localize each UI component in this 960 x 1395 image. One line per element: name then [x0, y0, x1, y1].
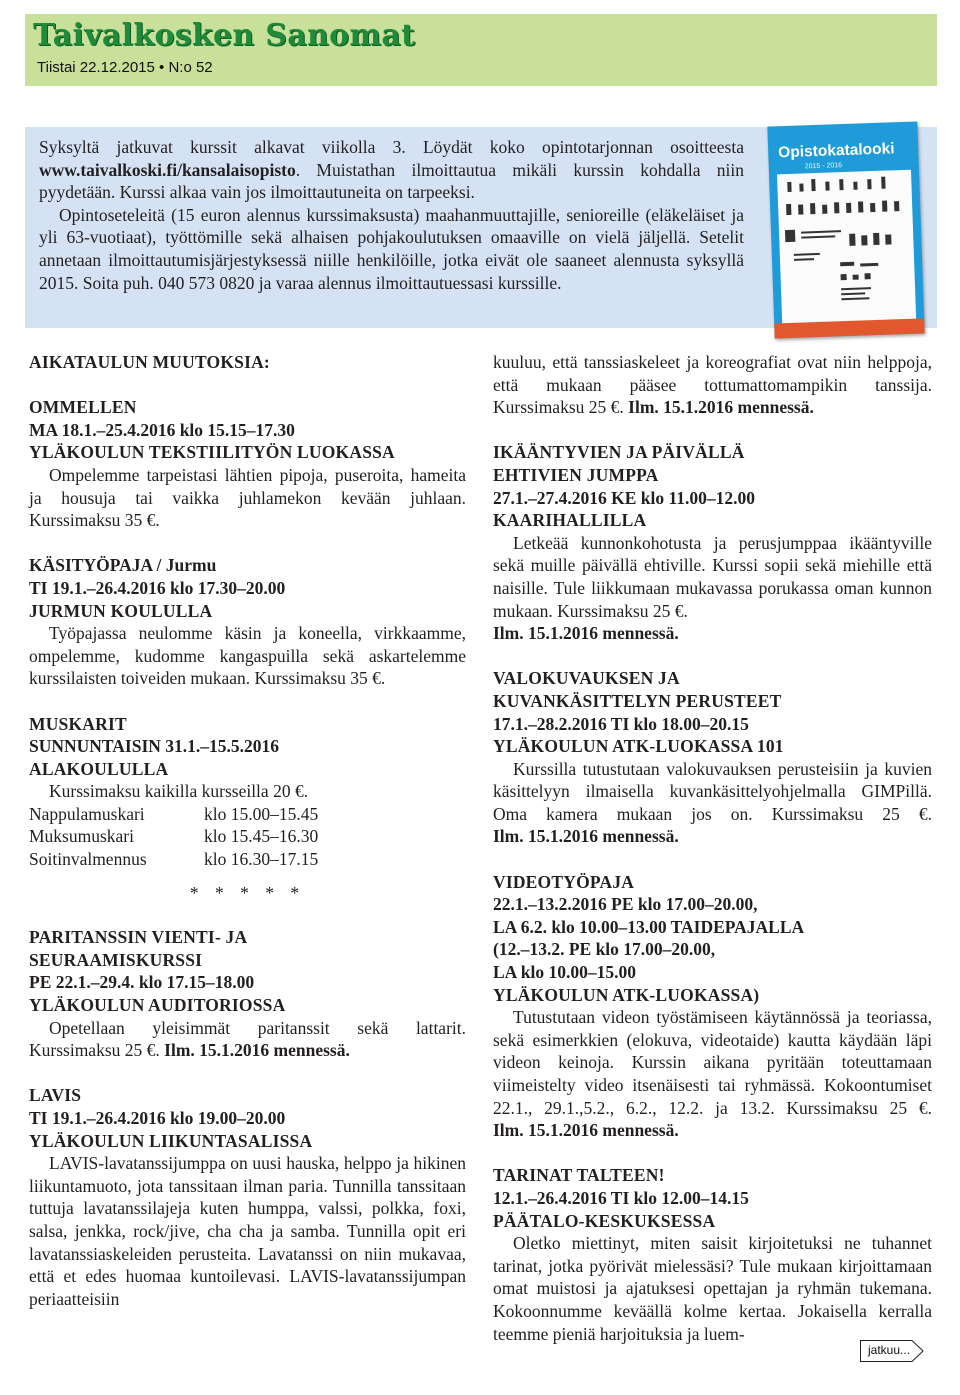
course-videotyopaja	[493, 871, 932, 1142]
course-description	[29, 1017, 466, 1062]
course-title: KÄSITYÖPAJA / Jurmu	[29, 555, 217, 576]
course-jumppa	[493, 441, 932, 644]
schedule-changes-heading: AIKATAULUN MUUTOKSIA:	[29, 352, 270, 372]
course-schedule-line-3: (12.–13.2. PE klo 17.00–20.00,	[493, 939, 716, 960]
muskari-row	[29, 825, 466, 848]
course-description	[493, 758, 932, 848]
registration-deadline: Ilm. 15.1.2016 mennessä.	[493, 1120, 679, 1141]
course-lavis-continued	[493, 351, 932, 419]
schedule-changes-section	[29, 351, 466, 374]
catalog-figures-graphic	[777, 170, 916, 325]
course-ommellen	[29, 396, 466, 532]
course-schedule: 12.1.–26.4.2016 TI klo 12.00–14.15	[493, 1187, 749, 1208]
muskari-time: klo 16.30–17.15	[204, 849, 319, 870]
registration-deadline: Ilm. 15.1.2016 mennessä.	[493, 623, 679, 644]
continue-arrow-button[interactable]	[860, 1340, 924, 1362]
registration-deadline: Ilm. 15.1.2016 mennessä.	[628, 397, 814, 418]
course-title: LAVIS	[29, 1085, 82, 1106]
course-schedule: 22.1.–13.2.2016 PE klo 17.00–20.00,	[493, 894, 758, 915]
course-paritanssi	[29, 926, 466, 1062]
course-location: YLÄKOULUN ATK-LUOKASSA 101	[493, 736, 784, 757]
muskari-row	[29, 803, 466, 826]
right-column	[493, 351, 932, 1345]
course-valokuvaus	[493, 667, 932, 848]
course-title: OMMELLEN	[29, 397, 137, 418]
course-lavis	[29, 1084, 466, 1310]
course-title: TARINAT TALTEEN!	[493, 1165, 665, 1186]
course-location: ALAKOULULLA	[29, 758, 169, 779]
muskari-name: Soitinvalmennus	[29, 849, 147, 870]
course-title: IKÄÄNTYVIEN JA PÄIVÄLLÄ	[493, 442, 745, 463]
muskari-name: Nappulamuskari	[29, 803, 145, 824]
course-location: YLÄKOULUN LIIKUNTASALISSA	[29, 1130, 313, 1151]
catalog-inner-page	[777, 170, 916, 325]
muskari-time: klo 15.00–15.45	[204, 803, 319, 824]
course-kasityopaja	[29, 554, 466, 690]
intro-text	[39, 136, 744, 294]
course-schedule: TI 19.1.–26.4.2016 klo 17.30–20.00	[29, 577, 286, 598]
course-description: Oletko miettinyt, miten saisit kirjoitetuksi ne tuhannet tarinat, jotka pyörivät mielessäsi? Tule mukaan kirjoittamaan omat muistosi ja ajatuksesi opettajan ja ryhmän tukemana. Kokoonnumme keväällä kolme kertaa. Jokaisella kerralla teemme pieniä harjoituksia ja luem-	[493, 1233, 932, 1344]
course-description	[493, 351, 932, 419]
course-description: Ompelemme tarpeistasi lähtien pipoja, puseroita, hameita ja housuja tai vaikka juhlamekon kevään juhlaan. Kurssimaksu 35 €.	[29, 464, 466, 531]
course-title: VIDEOTYÖPAJA	[493, 871, 635, 892]
course-title: VALOKUVAUKSEN JA	[493, 668, 680, 689]
catalog-title: Opistokatalooki	[777, 140, 895, 162]
intro-box	[25, 127, 937, 328]
intro-p1-b: . Muistathan ilmoittautua mikäli kurssin kohdalla niin pyydetään. Kurssi alkaa vain jos ilmoittautuneita on tarpeeksi.	[39, 159, 744, 203]
masthead: Taivalkosken Sanomat	[33, 18, 416, 53]
course-schedule: MA 18.1.–25.4.2016 klo 15.15–17.30	[29, 419, 295, 440]
course-schedule: 17.1.–28.2.2016 TI klo 18.00–20.15	[493, 713, 749, 734]
course-description: LAVIS-lavatanssijumppa on uusi hauska, helppo ja hikinen liikuntamuoto, jota tanssitaan ilman paria. Tunnilla tanssitaan tuttuja lavatanssilajeja kuten humppa, valssi, polkka, foxi, salsa, jenkka, rock/jive, cha cha ja samba. Tunnilla opit eri lavatanssiaskeleiden perusteita. Lavatanssi on niin mukavaa, että et edes huomaa kuntoilevasi. LAVIS-lavatanssijumpan periaatteisiin	[29, 1153, 466, 1309]
course-schedule: TI 19.1.–26.4.2016 klo 19.00–20.00	[29, 1108, 286, 1128]
course-schedule: SUNNUNTAISIN 31.1.–15.5.2016	[29, 736, 280, 757]
intro-url[interactable]: www.taivalkoski.fi/kansalaisopisto	[39, 159, 296, 180]
catalog-years: 2015 - 2016	[804, 162, 843, 171]
course-schedule: PE 22.1.–29.4. klo 17.15–18.00	[29, 972, 255, 993]
registration-deadline: Ilm. 15.1.2016 mennessä.	[164, 1040, 350, 1061]
course-description-text: Opetellaan yleisimmät paritanssit sekä lattarit. Kurssimaksu 25 €.	[29, 1017, 466, 1061]
course-location: KAARIHALLILLA	[493, 510, 647, 531]
course-title-line-2: EHTIVIEN JUMPPA	[493, 464, 659, 485]
course-description-text: kuuluu, että tanssiaskeleet ja koreografiat ovat niin helppoja, että mukaan pääsee tottumattomampikin tanssija. Kurssimaksu 25 €.	[493, 352, 932, 418]
course-description: Letkeää kunnonkohotusta ja perusjumppaa ikääntyville sekä muille päivällä ehtiville. Kurssi sopii sekä miehille että naisille. Tule liikkumaan mukavassa porukassa oman kunnon mukaan. Kurssimaksu 25 €.	[493, 532, 932, 621]
registration-deadline: Ilm. 15.1.2016 mennessä.	[493, 826, 679, 847]
course-title-line-2: SEURAAMISKURSSI	[29, 949, 203, 970]
muskari-name: Muksumuskari	[29, 826, 134, 847]
course-description	[493, 1006, 932, 1142]
muskari-time: klo 15.45–16.30	[204, 826, 319, 847]
continue-label: jatkuu...	[868, 1343, 911, 1357]
course-schedule-line-4: LA klo 10.00–15.00	[493, 962, 636, 983]
course-description-text: Tutustutaan videon työstämiseen käytännössä ja teoriassa, sekä esimerkkien (elokuva, videotaide) kautta käydään läpi videon keinoja. Kurssin aikana pyritään toteuttamaan viimeistelty video itsenäisesti tai ryhmässä. Kokoontumiset 22.1., 29.1.,5.2., 6.2., 12.2. ja 13.2. Kurssimaksu 25 €.	[493, 1007, 932, 1118]
course-description: Työpajassa neulomme käsin ja koneella, virkkaamme, ompelemme, kudomme kangaspuilla sekä askartelemme kurssilaisten toiveiden mukaan. Kurssimaksu 35 €.	[29, 623, 466, 689]
course-location: PÄÄTALO-KESKUKSESSA	[493, 1210, 716, 1231]
intro-paragraph-2: Opintoseteleitä (15 euron alennus kurssimaksusta) maahanmuuttajille, senioreille (eläkeläiset ja yli 63-vuotiaat), työttömille sekä alhaisen pohjakoulutuksen omaaville on vielä jäljellä. Setelit annetaan ilmoittautumisjärjestyksessä niille henkilöille, jotka eivät ole saaneet alennusta syksyllä 2015. Soita puh. 040 573 0820 ja varaa alennus ilmoittautuessasi kurssille.	[39, 204, 744, 293]
course-tarinat-talteen	[493, 1164, 932, 1345]
intro-p1-a: Syksyltä jatkuvat kurssit alkavat viikolla 3. Löydät koko opintotarjonnan osoitteesta	[39, 137, 744, 157]
catalog-cover-image	[767, 121, 924, 338]
course-location: YLÄKOULUN ATK-LUOKASSA)	[493, 984, 760, 1005]
intro-paragraph-1	[39, 136, 744, 204]
course-schedule: 27.1.–27.4.2016 KE klo 11.00–12.00	[493, 487, 756, 508]
course-description-text: Kurssilla tutustutaan valokuvauksen perusteisiin ja kuvien käsittelyyn ilmaisella kuvankäsittelyohjelmalla GIMPillä. Oma kamera mukaan jos on. Kurssimaksu 25 €.	[493, 758, 932, 824]
issue-line: Tiistai 22.12.2015 • N:o 52	[37, 59, 213, 76]
course-title: PARITANSSIN VIENTI- JA	[29, 927, 248, 948]
course-location: YLÄKOULUN TEKSTIILITYÖN LUOKASSA	[29, 442, 395, 463]
header-bar	[25, 14, 937, 86]
course-schedule-line-2: LA 6.2. klo 10.00–13.00 TAIDEPAJALLA	[493, 916, 805, 937]
course-location: YLÄKOULUN AUDITORIOSSA	[29, 995, 286, 1016]
course-muskarit	[29, 713, 466, 871]
left-column	[29, 351, 466, 1310]
course-location: JURMUN KOULULLA	[29, 600, 213, 621]
section-divider-stars: * * * * *	[189, 882, 306, 903]
course-title: MUSKARIT	[29, 713, 127, 734]
muskari-row	[29, 848, 466, 871]
course-description: Kurssimaksu kaikilla kursseilla 20 €.	[49, 781, 309, 802]
course-title-line-2: KUVANKÄSITTELYN PERUSTEET	[493, 690, 782, 711]
